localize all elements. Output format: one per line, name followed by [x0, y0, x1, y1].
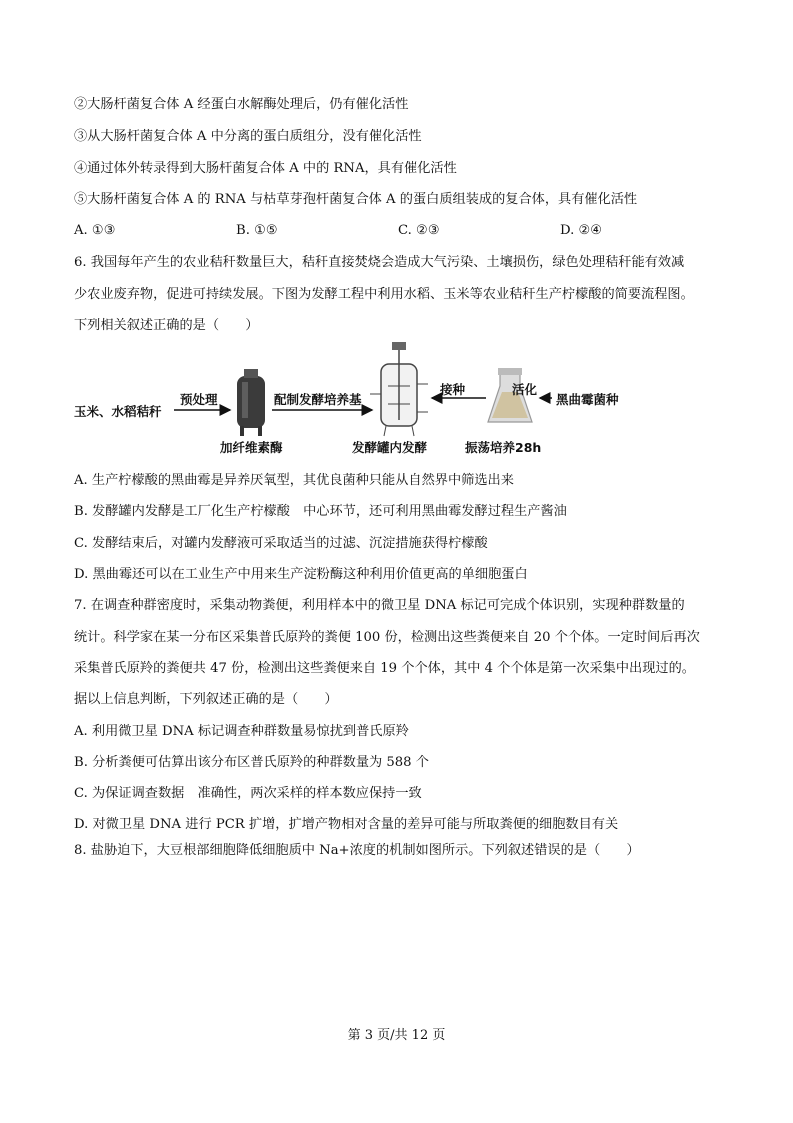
label-activation: 活化	[512, 382, 538, 397]
q7-stem-1: 7. 在调查种群密度时，采集动物粪便，利用样本中的微卫星 DNA 标记可完成个体识别，实现种群数量的	[74, 598, 685, 613]
q6-stem-1: 6. 我国每年产生的农业秸秆数量巨大，秸秆直接焚烧会造成大气污染、土壤损伤，绿色处理秸秆能有效减	[74, 255, 685, 270]
label-strain: 黑曲霉菌种	[556, 392, 619, 407]
q5-option-a: A. ①③	[74, 223, 116, 238]
q5-option-b: B. ①⑤	[236, 223, 278, 238]
statement-3: ③从大肠杆菌复合体 A 中分离的蛋白质组分，没有催化活性	[74, 129, 422, 144]
q7-option-a: A. 利用微卫星 DNA 标记调查种群数量易惊扰到普氏原羚	[74, 724, 409, 739]
q6-stem-3: 下列相关叙述正确的是（ ）	[74, 318, 259, 333]
q6-stem-2: 少农业废弃物，促进可持续发展。下图为发酵工程中利用水稻、玉米等农业秸秆生产柠檬酸的简要流程图。	[74, 287, 694, 302]
q6-option-a: A. 生产柠檬酸的黑曲霉是异养厌氧型，其优良菌种只能从自然界中筛选出来	[74, 473, 514, 488]
statement-5: ⑤大肠杆菌复合体 A 的 RNA 与枯草芽孢杆菌复合体 A 的蛋白质组装成的复合体，具有催化活性	[74, 192, 638, 207]
fermentation-flowchart	[74, 338, 634, 458]
label-pretreatment: 预处理	[180, 392, 218, 407]
label-medium: 配制发酵培养基	[274, 392, 362, 407]
q8-stem: 8. 盐胁迫下，大豆根部细胞降低细胞质中 Na+浓度的机制如图所示。下列叙述错误的是（ ）	[74, 843, 640, 858]
label-shake-culture: 振荡培养28h	[465, 440, 542, 455]
statement-4: ④通过体外转录得到大肠杆菌复合体 A 中的 RNA，具有催化活性	[74, 161, 457, 176]
q7-stem-2: 统计。科学家在某一分布区采集普氏原羚的粪便 100 份，检测出这些粪便来自 20 个个体。一定时间后再次	[74, 630, 700, 645]
q6-option-d: D. 黑曲霉还可以在工业生产中用来生产淀粉酶这种利用价值更高的单细胞蛋白	[74, 567, 528, 582]
q7-stem-4: 据以上信息判断，下列叙述正确的是（ ）	[74, 692, 338, 707]
statement-2: ②大肠杆菌复合体 A 经蛋白水解酶处理后，仍有催化活性	[74, 97, 409, 112]
q7-stem-3: 采集普氏原羚的粪便共 47 份，检测出这些粪便来自 19 个个体，其中 4 个个体是第一次采集中出现过的。	[74, 661, 695, 676]
q6-option-c: C. 发酵结束后，对罐内发酵液可采取适当的过滤、沉淀措施获得柠檬酸	[74, 536, 488, 551]
q5-option-d: D. ②④	[560, 223, 603, 238]
fermenter-icon	[370, 342, 428, 436]
q7-option-c: C. 为保证调查数据 准确性，两次采样的样本数应保持一致	[74, 786, 422, 801]
label-cellulase: 加纤维素酶	[220, 440, 283, 455]
q5-option-c: C. ②③	[398, 223, 440, 238]
label-inoculation: 接种	[440, 382, 466, 397]
q6-option-b: B. 发酵罐内发酵是工厂化生产柠檬酸 中心环节，还可利用黑曲霉发酵过程生产酱油	[74, 504, 567, 519]
label-fermenter: 发酵罐内发酵	[352, 440, 428, 455]
q7-option-d: D. 对微卫星 DNA 进行 PCR 扩增，扩增产物相对含量的差异可能与所取粪便的细胞数目有关	[74, 817, 619, 832]
page-footer: 第 3 页/共 12 页	[347, 1028, 446, 1043]
enzyme-tank-icon	[237, 369, 265, 436]
q7-option-b: B. 分析粪便可估算出该分布区普氏原羚的种群数量为 588 个	[74, 755, 429, 770]
label-raw-material: 玉米、水稻秸秆	[74, 404, 162, 419]
